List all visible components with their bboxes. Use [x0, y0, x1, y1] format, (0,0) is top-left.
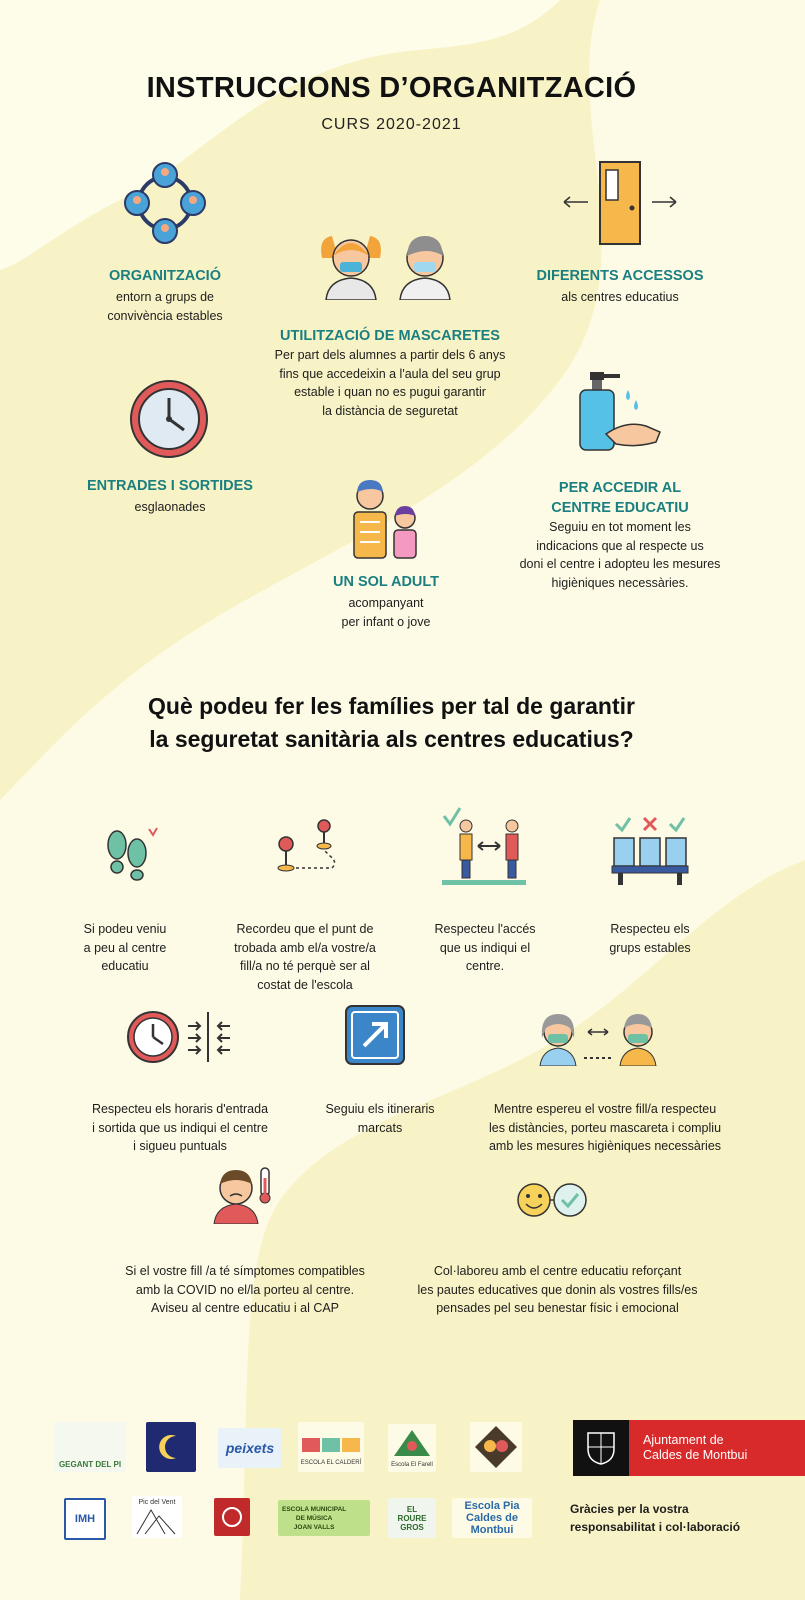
adult-child-icon — [350, 478, 424, 560]
logo-el-calderi-label: ESCOLA EL CALDERÍ — [300, 1460, 362, 1466]
logo-peixets — [218, 1428, 282, 1468]
accessos-text: als centres educatius — [561, 290, 679, 304]
logo-el-farell — [388, 1424, 436, 1472]
logo-el-roure-gros — [388, 1498, 436, 1538]
tip-waiting-text: Mentre espereu el vostre fill/a respecteu les distàncies, porteu mascareta i compliu amb les mesures higièniques necessàries — [488, 1102, 722, 1153]
thanks-text: Gràcies per la vostra responsabilitat i col·laboració — [570, 1502, 741, 1534]
logo-peixets-label: peixets — [225, 1439, 275, 1456]
sick-child-icon — [212, 1164, 274, 1224]
tip-schedule-text: Respecteu els horaris d'entrada i sortida que us indiqui el centre i sigueu puntuals — [91, 1102, 269, 1153]
logo-escola-lluna — [146, 1422, 196, 1472]
organitzacio-text: entorn a grups de convivència estables — [107, 290, 223, 323]
logo-el-farell-label: Escola El Farell — [391, 1462, 433, 1468]
logo-roure-gros-label: EL ROURE GROS — [397, 1504, 427, 1532]
tip-symptoms-text: Si el vostre fill /a té símptomes compatibles amb la COVID no el/la porteu al centre. Aviseu al centre educatiu i al CAP — [125, 1264, 365, 1315]
mascaretes-text: Per part dels alumnes a partir dels 6 anys fins que accedeixin a l'aula del seu grup estable i quan no es pugui garantir la distància de seguretat — [274, 348, 506, 418]
page-subtitle: CURS 2020-2021 — [321, 116, 462, 133]
ajuntament-name: Ajuntament de Caldes de Montbui — [643, 1433, 748, 1462]
logo-gegant-del-pi-label: GEGANT DEL PI — [58, 1459, 122, 1469]
accedir-heading: PER ACCEDIR AL CENTRE EDUCATIU — [551, 480, 689, 516]
masked-adults-icon — [538, 1008, 658, 1066]
seats-icon — [610, 814, 690, 888]
tip-groups-text: Respecteu els grups estables — [609, 922, 691, 955]
group-network-icon — [124, 162, 206, 244]
logo-escola-pia-label: Escola Pia Caldes de Montbui — [464, 1500, 520, 1536]
logo-escola-pia — [452, 1498, 532, 1538]
entrades-heading: ENTRADES I SORTIDES — [87, 478, 253, 494]
logo-el-calderi — [298, 1422, 364, 1472]
tip-access-text: Respecteu l'accés que us indiqui el centre. — [434, 922, 536, 973]
tip-walk-text: Si podeu veniu a peu al centre educatiu — [83, 922, 167, 973]
logo-joan-valls-label: ESCOLA MUNICIPAL DE MÚSICA JOAN VALLS — [282, 1505, 347, 1531]
adult-text: acompanyant per infant o jove — [341, 596, 431, 629]
ajuntament-banner — [573, 1420, 805, 1476]
families-question: Què podeu fer les famílies per tal de garantir la seguretat sanitària als centres educatius? — [148, 693, 635, 752]
entrades-text: esglaonades — [134, 500, 206, 514]
clock-icon — [128, 378, 210, 460]
tip-itinerary-text: Seguiu els itineraris marcats — [325, 1102, 435, 1135]
hand-sanitizer-icon — [576, 370, 662, 454]
logo-escola-montbui — [470, 1422, 522, 1472]
children-masks-icon — [318, 228, 458, 300]
organitzacio-heading: ORGANITZACIÓ — [109, 268, 221, 284]
logo-institut-manolo-hugue — [64, 1498, 106, 1540]
logo-pic-del-vent — [132, 1496, 182, 1538]
page-title: INSTRUCCIONS D’ORGANITZACIÓ — [146, 72, 637, 104]
ajuntament-shield-icon — [573, 1420, 629, 1476]
clock-arrows-icon — [126, 1008, 238, 1066]
direction-sign-icon — [344, 1004, 406, 1066]
logo-gegant-del-pi — [54, 1422, 126, 1472]
adult-heading: UN SOL ADULT — [332, 574, 440, 590]
mascaretes-heading: UTILITZACIÓ DE MASCARETES — [280, 328, 500, 344]
tip-meeting-point-text: Recordeu que el punt de trobada amb el/a vostre/a fill/a no té perquè ser al costat de l'escola — [234, 922, 376, 992]
footprints-icon — [103, 825, 159, 881]
accessos-heading: DIFERENTS ACCESSOS — [536, 268, 704, 284]
smiley-check-icon — [514, 1180, 590, 1220]
logo-pic-del-vent-label: Pic del Vent — [138, 1499, 176, 1506]
door-icon — [560, 160, 680, 246]
distance-people-icon — [440, 806, 528, 888]
logo-musica-joan-valls — [278, 1500, 370, 1536]
logo-imh-label: IMH — [74, 1512, 96, 1525]
accedir-text: Seguiu en tot moment les indicacions que al respecte us doni el centre i adopteu les mesures higièniques necessàries. — [519, 520, 721, 590]
meeting-point-icon — [272, 818, 340, 878]
logo-manolo-hugue-red — [214, 1498, 250, 1536]
tip-collaborate-text: Col·laboreu amb el centre educatiu reforçant les pautes educatives que donin als vostres fills/es pensades pel seu benestar físic i emocional — [417, 1264, 698, 1315]
